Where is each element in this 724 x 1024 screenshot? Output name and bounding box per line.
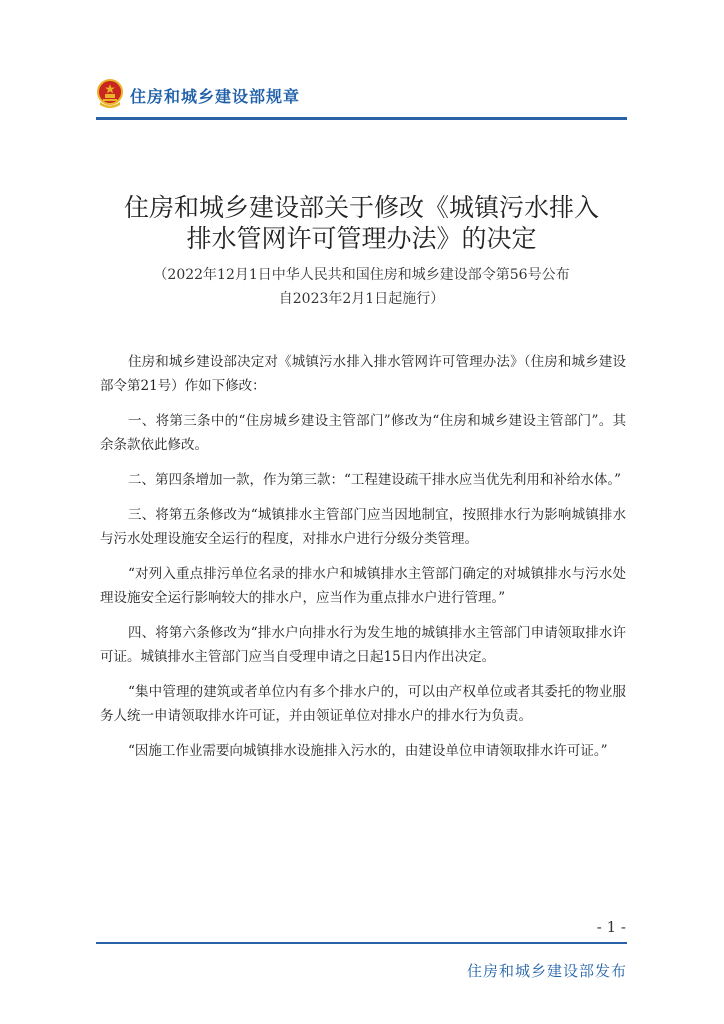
header-title: 住房和城乡建设部规章 xyxy=(130,87,301,106)
subtitle-line: 自2023年2月1日起施行） xyxy=(278,291,445,307)
body-paragraph: “因施工作业需要向城镇排水设施排入污水的，由建设单位申请领取排水许可证。” xyxy=(128,743,608,759)
document-title xyxy=(96,192,627,254)
page-number: - 1 - xyxy=(596,918,626,936)
title-line: 住房和城乡建设部关于修改《城镇污水排入 xyxy=(123,193,599,222)
document-body xyxy=(100,350,626,774)
footer-publisher: 住房和城乡建设部发布 xyxy=(466,962,627,980)
footer-divider xyxy=(96,942,627,944)
body-paragraph: 二、第四条增加一款，作为第三款：“工程建设疏干排水应当优先利用和补给水体。” xyxy=(128,472,622,488)
body-paragraph: “集中管理的建筑或者单位内有多个排水户的，可以由产权单位或者其委托的物业服务人统一申请领取排水许可证，并由领证单位对排水户的排水行为负责。 xyxy=(100,684,626,724)
body-paragraph: 四、将第六条修改为“排水户向排水行为发生地的城镇排水主管部门申请领取排水许可证。城镇排水主管部门应当自受理申请之日起15日内作出决定。 xyxy=(100,625,626,665)
national-emblem-icon xyxy=(96,78,124,108)
subtitle-line: （2022年12月1日中华人民共和国住房和城乡建设部令第56号公布 xyxy=(153,267,570,283)
body-paragraph: 三、将第五条修改为“城镇排水主管部门应当因地制宜，按照排水行为影响城镇排水与污水处理设施安全运行的程度，对排水户进行分级分类管理。 xyxy=(100,507,626,547)
body-paragraph: 一、将第三条中的“住房城乡建设主管部门”修改为“住房和城乡建设主管部门”。其余条款依此修改。 xyxy=(100,413,626,453)
body-paragraph: “对列入重点排污单位名录的排水户和城镇排水主管部门确定的对城镇排水与污水处理设施安全运行影响较大的排水户，应当作为重点排水户进行管理。” xyxy=(100,566,626,606)
header-divider xyxy=(96,117,627,120)
body-paragraph: 住房和城乡建设部决定对《城镇污水排入排水管网许可管理办法》（住房和城乡建设部令第21号）作如下修改： xyxy=(100,354,626,394)
title-line: 排水管网许可管理办法》的决定 xyxy=(186,224,537,253)
document-subtitle xyxy=(96,263,627,311)
page-header xyxy=(96,76,627,116)
